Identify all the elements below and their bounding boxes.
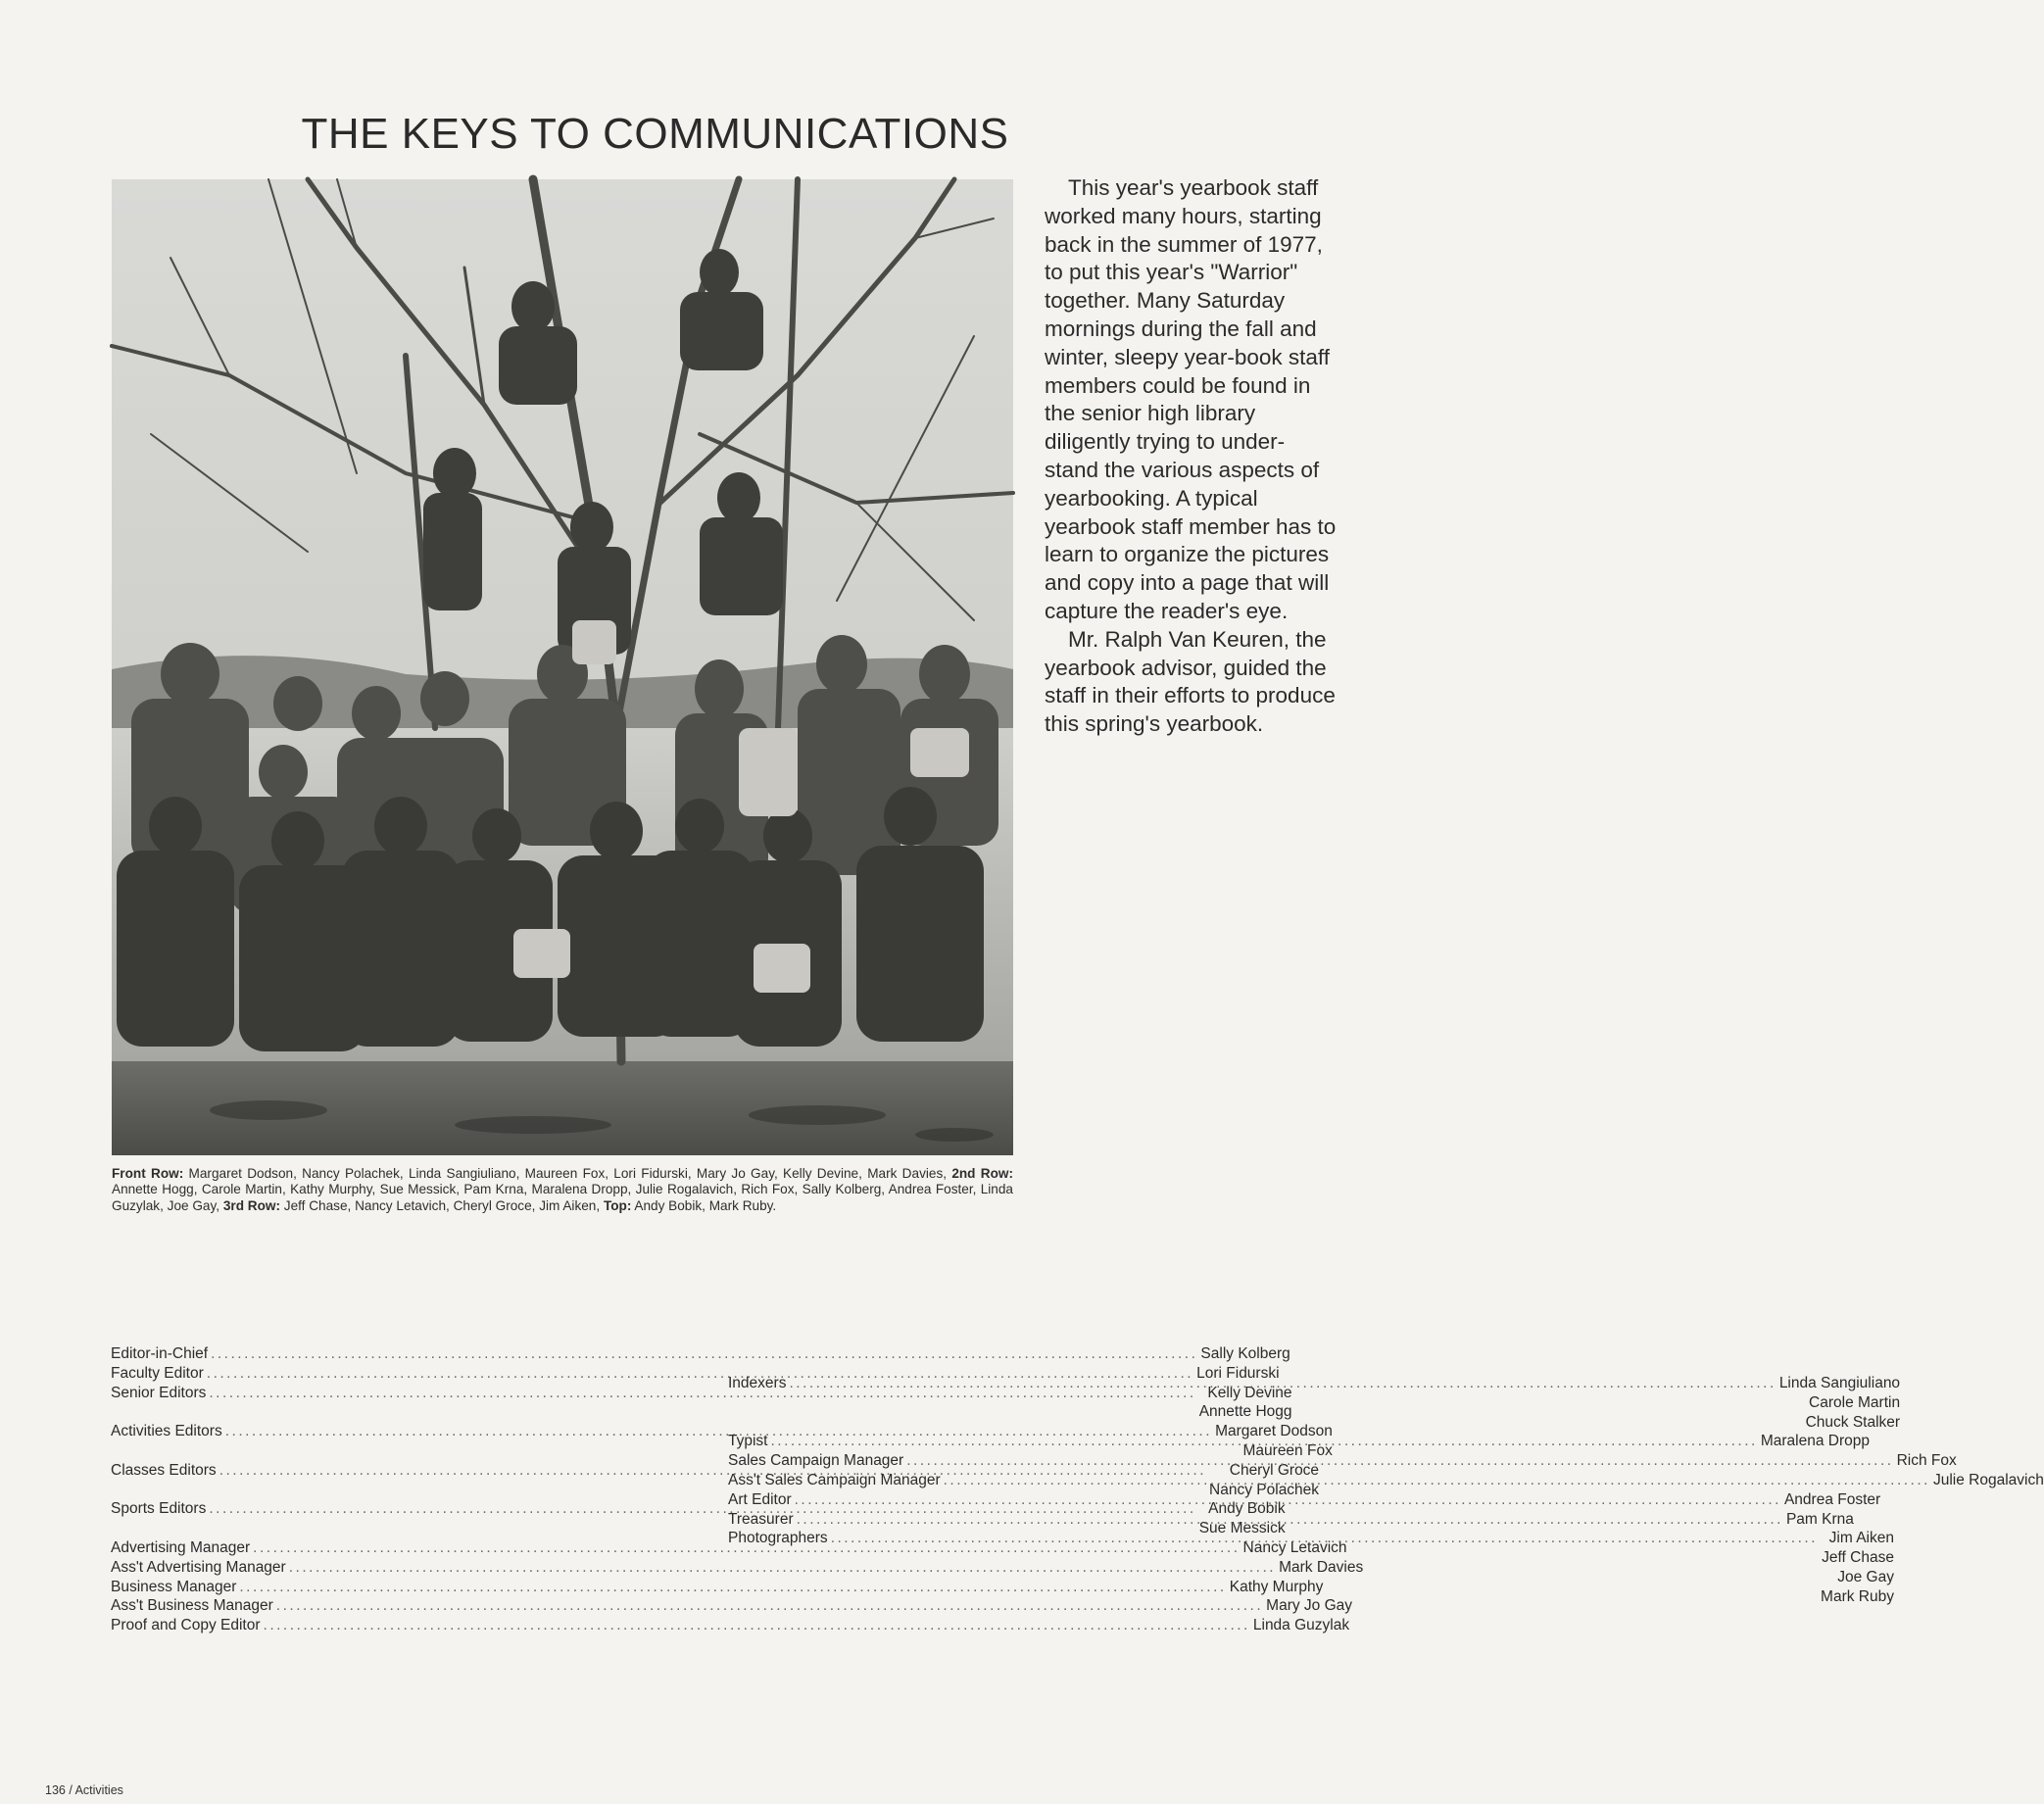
roster-names — [1933, 1471, 2044, 1490]
roster-role: Indexers — [728, 1375, 787, 1391]
roster-name: Chuck Stalker — [1805, 1413, 1901, 1431]
roster-role: Ass't Business Manager — [111, 1597, 273, 1615]
dot-leader — [906, 1451, 1893, 1471]
roster-role: Business Manager — [111, 1578, 237, 1595]
caption-front-label: Front Row: — [112, 1166, 184, 1181]
roster-name: Joe Gay — [1837, 1568, 1894, 1585]
roster-entry — [111, 1578, 1324, 1597]
article-body — [1045, 174, 1338, 739]
roster-role: Ass't Advertising Manager — [111, 1558, 286, 1576]
roster-name: Carole Martin — [1809, 1393, 1901, 1411]
roster-names — [1897, 1451, 1957, 1471]
dot-leader — [944, 1471, 1930, 1490]
roster-name: Maureen Fox — [1242, 1441, 1333, 1459]
dot-leader — [770, 1432, 1757, 1451]
roster-role: Art Editor — [728, 1490, 792, 1508]
roster-role: Advertising Manager — [111, 1538, 251, 1556]
roster-role: Ass't Sales Campaign Manager — [728, 1471, 941, 1488]
roster-names — [1821, 1529, 1894, 1606]
caption-third-label: 3rd Row: — [222, 1197, 280, 1213]
roster-name: Margaret Dodson — [1215, 1423, 1333, 1440]
caption-third-names: Jeff Chase, Nancy Letavich, Cheryl Groce, Jim Aiken, — [283, 1197, 601, 1213]
roster-name: Pam Krna — [1785, 1510, 1854, 1528]
roster-name: Andy Bobik — [1208, 1500, 1286, 1518]
roster-names — [1200, 1344, 1290, 1364]
roster-names — [1779, 1374, 1900, 1432]
roster-role: Proof and Copy Editor — [111, 1617, 261, 1634]
roster-role: Photographers — [728, 1530, 828, 1547]
caption-second-names: Annette Hogg, Carole Martin, Kathy Murphy, Sue Messick, Pam Krna, Maralena Dropp, Julie Rogalavich, Rich Fox, Sally Kolberg, Andrea Foster, Linda Guzylak, Joe Gay, — [112, 1182, 1013, 1213]
roster-name: Mary Jo Gay — [1266, 1597, 1353, 1615]
roster-role: Sports Editors — [111, 1500, 207, 1518]
roster-entry — [111, 1616, 1350, 1635]
roster-name: Mark Ruby — [1821, 1587, 1894, 1605]
roster-entry — [728, 1510, 1854, 1530]
roster-name: Mark Davies — [1279, 1558, 1364, 1576]
dot-leader — [797, 1510, 1783, 1530]
roster-name: Jeff Chase — [1822, 1549, 1894, 1567]
roster-entry — [111, 1384, 1292, 1423]
roster-name: Nancy Letavich — [1242, 1538, 1347, 1556]
roster-name: Annette Hogg — [1198, 1403, 1292, 1421]
roster-entry — [728, 1432, 1870, 1451]
roster-role: Typist — [728, 1433, 768, 1450]
roster-name: Andrea Foster — [1783, 1490, 1881, 1508]
caption-front-names: Margaret Dodson, Nancy Polachek, Linda Sangiuliano, Maureen Fox, Lori Fidurski, Mary Jo Gay, Kelly Devine, Mark Davies, — [188, 1166, 948, 1181]
roster-entry — [728, 1374, 1901, 1432]
roster-name: Kelly Devine — [1207, 1384, 1292, 1401]
dot-leader — [831, 1529, 1818, 1548]
roster-names — [1253, 1616, 1349, 1635]
roster-role: Activities Editors — [111, 1423, 222, 1440]
dot-leader — [264, 1616, 1250, 1635]
roster-entry — [111, 1344, 1290, 1364]
roster-name: Sue Messick — [1198, 1520, 1286, 1537]
page-footer: 136 / Activities — [45, 1783, 123, 1797]
roster-entry — [111, 1558, 1364, 1578]
dot-leader — [795, 1490, 1781, 1510]
dot-leader — [789, 1374, 1776, 1393]
article-paragraph-2: Mr. Ralph Van Keuren, the yearbook advisor, guided the staff in their efforts to produce this spring's yearbook. — [1045, 626, 1336, 737]
roster-role: Editor-in-Chief — [111, 1345, 209, 1362]
roster-role: Treasurer — [728, 1510, 794, 1528]
dot-leader — [211, 1344, 1197, 1364]
roster-name: Julie Rogalavich — [1932, 1471, 2044, 1488]
roster-names — [1786, 1510, 1854, 1530]
roster-name: Sally Kolberg — [1200, 1345, 1290, 1362]
caption-top-names: Andy Bobik, Mark Ruby. — [634, 1197, 777, 1213]
roster-name: Rich Fox — [1896, 1452, 1957, 1470]
roster-name: Kathy Murphy — [1229, 1578, 1324, 1595]
roster-role: Faculty Editor — [111, 1364, 204, 1382]
page-title: THE KEYS TO COMMUNICATIONS — [301, 110, 1009, 158]
caption-second-label: 2nd Row: — [951, 1166, 1013, 1181]
roster-name: Cheryl Groce — [1229, 1461, 1320, 1479]
roster-name: Lori Fidurski — [1196, 1364, 1280, 1382]
photo-caption — [112, 1166, 1013, 1214]
roster-names — [1784, 1490, 1880, 1510]
roster-name: Nancy Polachek — [1209, 1481, 1320, 1498]
roster-role: Senior Editors — [111, 1384, 207, 1401]
roster-entry — [111, 1596, 1353, 1616]
roster-name: Maralena Dropp — [1760, 1433, 1870, 1450]
roster-name: Linda Sangiuliano — [1778, 1375, 1901, 1391]
roster-name: Jim Aiken — [1828, 1530, 1894, 1547]
roster-entry — [728, 1451, 1957, 1471]
roster-entry — [728, 1471, 2044, 1490]
caption-top-label: Top: — [603, 1197, 632, 1213]
roster-role: Sales Campaign Manager — [728, 1452, 904, 1470]
roster-entry — [728, 1490, 1881, 1510]
roster-names — [1761, 1432, 1870, 1451]
roster-name: Linda Guzylak — [1252, 1617, 1350, 1634]
staff-group-photo — [112, 179, 1013, 1155]
article-paragraph-1: This year's yearbook staff worked many hours, starting back in the summer of 1977, to put this year's "Warrior" together. Many Saturday mornings during the fall and winter, sleepy year-book staff members could be found in the senior high library diligently trying to under-stand the various aspects of yearbooking. A typical yearbook staff member has to learn to organize the pictures and copy into a page that will capture the reader's eye. — [1045, 175, 1337, 623]
roster-role: Classes Editors — [111, 1461, 217, 1479]
